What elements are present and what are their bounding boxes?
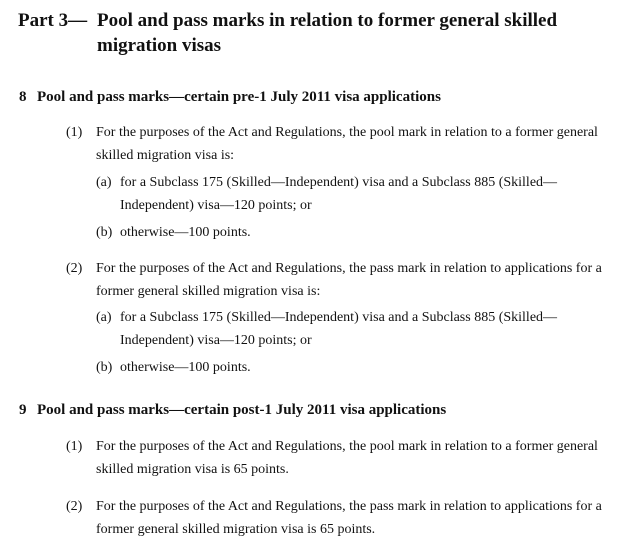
subsection-text: For the purposes of the Act and Regulations, the pass mark in relation to applications for a former general skilled migration visa is: [96, 261, 602, 299]
paragraph-text: for a Subclass 175 (Skilled—Independent) visa and a Subclass 885 (Skilled—Independent) visa—120 points; or [120, 310, 558, 348]
section-number: 8 [19, 89, 27, 105]
section-number: 9 [19, 402, 27, 418]
subsection-text: For the purposes of the Act and Regulations, the pool mark in relation to a former general skilled migration visa is: [96, 125, 598, 163]
paragraph-number: (b) [96, 360, 113, 375]
subsection-number: (2) [66, 261, 83, 276]
paragraph-number: (a) [96, 175, 112, 190]
subsection-number: (1) [66, 439, 83, 454]
subsection-number: (2) [66, 499, 83, 514]
paragraph-text: for a Subclass 175 (Skilled—Independent) visa and a Subclass 885 (Skilled—Independent) visa—120 points; or [120, 175, 558, 213]
paragraph-text: otherwise—100 points. [120, 225, 251, 240]
subsection-text: For the purposes of the Act and Regulations, the pass mark in relation to applications for a former general skilled migration visa is 65 points. [96, 499, 602, 537]
paragraph-text: otherwise—100 points. [120, 360, 251, 375]
part-title: Pool and pass marks in relation to former general skilled migration visas [97, 10, 558, 56]
section-title: Pool and pass marks—certain post-1 July 2011 visa applications [37, 402, 447, 418]
paragraph-number: (a) [96, 310, 112, 325]
subsection-text: For the purposes of the Act and Regulations, the pool mark in relation to a former general skilled migration visa is 65 points. [96, 439, 598, 477]
part-label: Part 3— [18, 10, 88, 31]
paragraph-number: (b) [96, 225, 113, 240]
section-title: Pool and pass marks—certain pre-1 July 2011 visa applications [37, 89, 441, 105]
subsection-number: (1) [66, 125, 83, 140]
